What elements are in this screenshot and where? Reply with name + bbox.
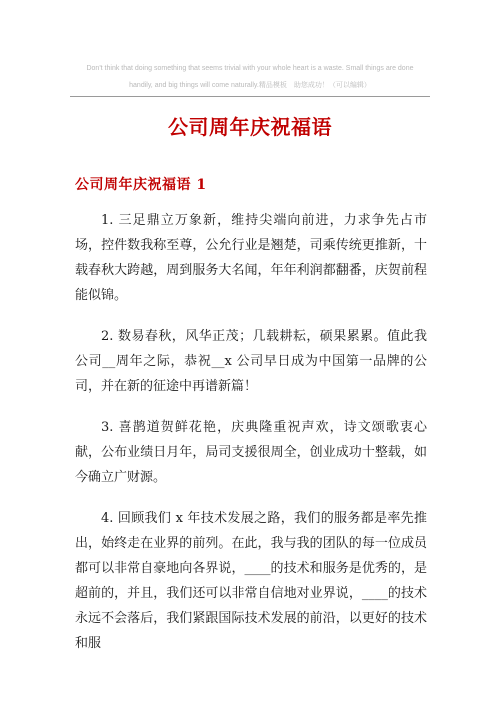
paragraph-4: 4. 回顾我们 x 年技术发展之路，我们的服务都是率先推出，始终走在业界的前列。在此，我与我的团队的每一位成员都可以非常自豪地向各界说，____的技术和服务是优秀的，是超前的，并且，我们还可以非常自信地对业界说，____的技术永远不会落后，我们紧跟国际技术发展的前沿，以更好的技术和服: [75, 511, 427, 651]
body-text: [75, 208, 427, 672]
paragraph-2: 2. 数易春秋，风华正茂；几载耕耘，硕果累累。值此我公司__周年之际，恭祝__x 公司早日成为中国第一品牌的公司，并在新的征途中再谱新篇！: [75, 329, 427, 394]
header-note: [70, 60, 430, 94]
paragraph-1: 1. 三足鼎立万象新，维持尖端向前进，力求争先占市场，控件数我称至尊，公允行业是翘楚，司乘传统更推新，十载春秋大跨越，周到服务大名闻，年年利润都翻番，庆贺前程能似锦。: [75, 213, 427, 303]
header-divider: [70, 96, 430, 97]
document-title: 公司周年庆祝福语: [168, 115, 332, 139]
header-note-line-2: handily, and big things will come naturally.精品模板 助您成功！（可以编辑）: [129, 82, 371, 89]
header-note-line-1: Don't think that doing something that seems trivial with your whole heart is a waste. Small things are done: [86, 65, 414, 72]
paragraph-3: 3. 喜鹊道贺鲜花艳，庆典隆重祝声欢，诗文颂歌衷心献，公布业绩日月年，局司支援很周全，创业成功十整载，如今确立广财源。: [75, 420, 427, 485]
section-heading: 公司周年庆祝福语 1: [75, 177, 207, 193]
